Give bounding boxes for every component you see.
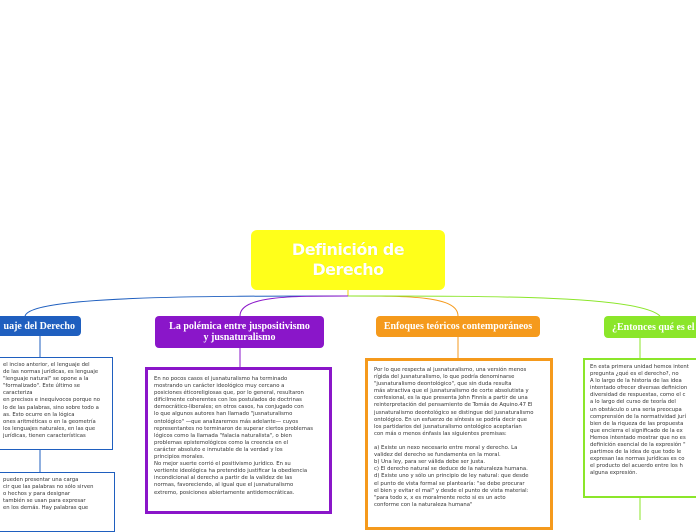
central-topic-line2: Derecho	[312, 260, 384, 279]
topic-label-line1: La polémica entre juspositivismo	[169, 321, 310, 332]
topic-label: Enfoques teóricos contemporáneos	[383, 321, 533, 332]
connector-branch-2	[240, 296, 348, 316]
note-lenguaje-carga-emotiva[interactable]: pueden presentar una carga cir que las palabras no sólo sirven o hechos y para designar también se usan para expresar en los demás. Hay palabras que	[0, 472, 115, 532]
topic-entonces-que-es-el-derecho[interactable]	[604, 316, 696, 338]
connector-branch-1	[25, 296, 348, 316]
note-enfoques-teoricos[interactable]: Por lo que respecta al jusnaturalismo, una versión menos rígida del jusnaturalismo, lo que podría denominarse "jusnaturalismo deontológico", que sin duda resulta más atractiva que el jusnaturalismo de corte absolutista y confesional, es la que presenta John Finnis a partir de una reinterpretación del pensamiento de Tomás de Aquino.47 El jusnaturalismo deontológico se distingue del jusnaturalismo ontológico. En un esfuerzo de síntesis se podría decir que los partidarios del jusnaturalismo ontológico aceptarían con más o menos énfasis las siguientes premisas: a) Existe un nexo necesario entre moral y derecho. La validez del derecho se fundamenta en la moral. b) Una ley, para ser válida debe ser justa. c) El derecho natural se deduce de la naturaleza humana. d) Existe uno y sólo un principio de ley natural: que desde el punto de vista formal se plantearía: "se debe procurar el bien y evitar el mal" y desde el punto de vista material: "para todo x, x es moralmente recto si es un acto conforme con la naturaleza humana"	[365, 358, 553, 530]
topic-enfoques-teoricos[interactable]	[376, 316, 540, 337]
topic-label: uaje del Derecho	[3, 320, 75, 332]
note-polemica[interactable]: En no pocos casos el jusnaturalismo ha terminado mostrando un carácter ideológico muy cercano a posiciones éticoreligiosas que, por lo general, resultaron difícilmente coherentes con los postulados de doctrinas democrático-liberales; en otros casos, ha conjugado con lo que algunos autores han llamado "jusnaturalismo ontológico" —que analizaremos más adelante— cuyos representantes no terminaron de superar ciertos problemas lógicos como la llamada "falacia naturalista", o bien problemas epistemológicos como la creencia en el carácter absoluto e inmutable de la verdad y los principios morales. No mejor suerte corrió el positivismo jurídico. En su vertiente ideológica ha pretendido justificar la obediencia incondicional al derecho a partir de la validez de las normas, favoreciendo, al igual que el jusnaturalismo extremo, posiciones abiertamente antidemocráticas.	[145, 367, 332, 514]
note-lenguaje-del-derecho[interactable]: el inciso anterior, el lenguaje del de las normas jurídicas, es lenguaje "lenguaje natural" se opone a la "formalizado". Este último se caracteriza en precisos e inequívocos porque no lo de las palabras, sino sobre todo a as. Esto ocurre en la lógica ones aritméticas o en la geometría los lenguajes naturales, en las que jurídicas, tienen características	[0, 357, 113, 450]
topic-lenguaje-del-derecho[interactable]	[0, 316, 81, 336]
central-topic[interactable]	[251, 230, 445, 290]
topic-label-line2: y jusnaturalismo	[203, 332, 276, 343]
connector-branch-4	[348, 296, 660, 316]
topic-polemica-juspositivismo-jusnaturalismo[interactable]	[155, 316, 324, 348]
topic-label: ¿Entonces qué es el	[612, 321, 695, 333]
central-topic-line1: Definición de	[291, 240, 405, 259]
note-que-es-el-derecho[interactable]: En esta primera unidad hemos intent pregunta ¿qué es el derecho?, no A lo largo de la historia de las idea intentado ofrecer diversas definicion diversidad de respuestas, como el c a lo largo del curso de teoría del un obstáculo o una seria preocupa comprensión de la normatividad jurí bien de la riqueza de las propuesta que encierra el significado de la ex Hemos intentado mostrar que no es definición esencial de la expresión " partimos de la idea de que todo le expresan las normas jurídicas es co el producto del acuerdo entre los h alguna expresión.	[583, 358, 696, 498]
connector-branch-3	[348, 296, 458, 316]
